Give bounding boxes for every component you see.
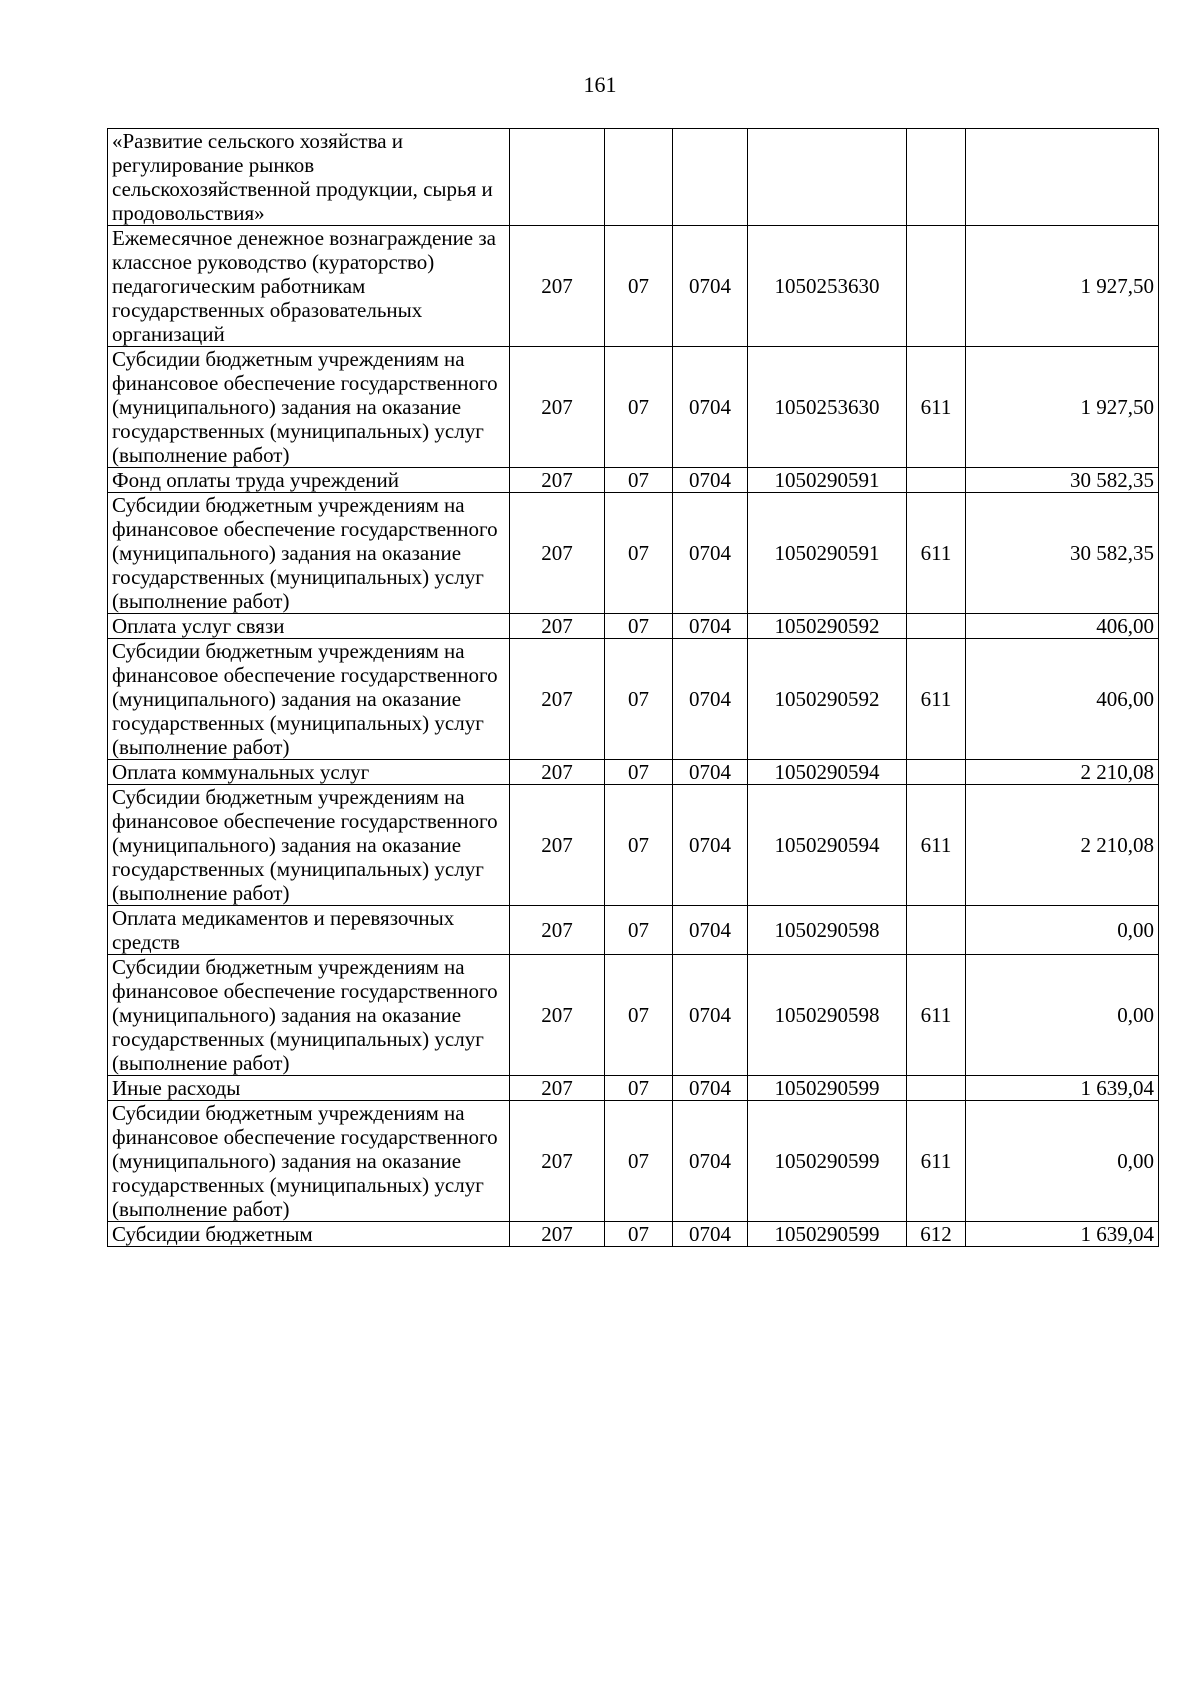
cell-name: Субсидии бюджетным учреждениям на финансовое обеспечение государственного (муниципального) задания на оказание государственных (муниципальных) услуг (выполнение работ)	[108, 347, 510, 468]
cell-target-article: 1050290592	[748, 639, 907, 760]
cell-target-article: 1050290594	[748, 785, 907, 906]
cell-expense-type: 611	[907, 493, 966, 614]
cell-subsection-code: 0704	[673, 226, 748, 347]
cell-name: Ежемесячное денежное вознаграждение за классное руководство (кураторство) педагогическим работникам государственных образовательных организаций	[108, 226, 510, 347]
cell-subsection-code	[673, 129, 748, 226]
cell-subsection-code: 0704	[673, 785, 748, 906]
cell-expense-type	[907, 760, 966, 785]
cell-ministry-code: 207	[510, 468, 605, 493]
cell-ministry-code: 207	[510, 785, 605, 906]
cell-section-code: 07	[605, 614, 673, 639]
cell-section-code: 07	[605, 760, 673, 785]
cell-subsection-code: 0704	[673, 1076, 748, 1101]
cell-name: Оплата медикаментов и перевязочных средств	[108, 906, 510, 955]
table-row	[108, 785, 1159, 906]
cell-section-code: 07	[605, 1222, 673, 1247]
cell-target-article: 1050253630	[748, 347, 907, 468]
cell-name: Субсидии бюджетным учреждениям на финансовое обеспечение государственного (муниципального) задания на оказание государственных (муниципальных) услуг (выполнение работ)	[108, 1101, 510, 1222]
cell-amount: 30 582,35	[966, 493, 1159, 614]
cell-section-code: 07	[605, 1101, 673, 1222]
cell-expense-type	[907, 226, 966, 347]
table-row	[108, 906, 1159, 955]
cell-ministry-code: 207	[510, 760, 605, 785]
cell-ministry-code: 207	[510, 1101, 605, 1222]
cell-subsection-code: 0704	[673, 639, 748, 760]
cell-name: Фонд оплаты труда учреждений	[108, 468, 510, 493]
cell-amount: 2 210,08	[966, 760, 1159, 785]
cell-target-article: 1050290594	[748, 760, 907, 785]
cell-target-article: 1050290598	[748, 955, 907, 1076]
cell-subsection-code: 0704	[673, 347, 748, 468]
cell-subsection-code: 0704	[673, 955, 748, 1076]
cell-subsection-code: 0704	[673, 1101, 748, 1222]
cell-amount: 406,00	[966, 614, 1159, 639]
cell-section-code	[605, 129, 673, 226]
budget-table	[107, 128, 1159, 1247]
cell-subsection-code: 0704	[673, 493, 748, 614]
cell-name: Оплата коммунальных услуг	[108, 760, 510, 785]
cell-expense-type: 611	[907, 347, 966, 468]
table-row	[108, 493, 1159, 614]
cell-amount: 0,00	[966, 1101, 1159, 1222]
cell-subsection-code: 0704	[673, 1222, 748, 1247]
cell-target-article: 1050290598	[748, 906, 907, 955]
cell-target-article	[748, 129, 907, 226]
cell-section-code: 07	[605, 226, 673, 347]
page-number: 161	[583, 72, 617, 97]
cell-amount: 0,00	[966, 955, 1159, 1076]
cell-section-code: 07	[605, 639, 673, 760]
cell-expense-type	[907, 614, 966, 639]
cell-name: Субсидии бюджетным учреждениям на финансовое обеспечение государственного (муниципального) задания на оказание государственных (муниципальных) услуг (выполнение работ)	[108, 785, 510, 906]
table-row	[108, 1076, 1159, 1101]
cell-name: Оплата услуг связи	[108, 614, 510, 639]
cell-ministry-code: 207	[510, 493, 605, 614]
cell-section-code: 07	[605, 906, 673, 955]
cell-amount: 1 639,04	[966, 1076, 1159, 1101]
cell-subsection-code: 0704	[673, 614, 748, 639]
table-row	[108, 955, 1159, 1076]
cell-amount: 1 927,50	[966, 226, 1159, 347]
cell-target-article: 1050290591	[748, 468, 907, 493]
table-row	[108, 1222, 1159, 1247]
cell-target-article: 1050290599	[748, 1222, 907, 1247]
cell-subsection-code: 0704	[673, 906, 748, 955]
cell-name: Субсидии бюджетным учреждениям на финансовое обеспечение государственного (муниципального) задания на оказание государственных (муниципальных) услуг (выполнение работ)	[108, 639, 510, 760]
cell-expense-type: 611	[907, 955, 966, 1076]
cell-amount: 1 927,50	[966, 347, 1159, 468]
cell-target-article: 1050290599	[748, 1076, 907, 1101]
cell-section-code: 07	[605, 347, 673, 468]
cell-amount: 0,00	[966, 906, 1159, 955]
cell-target-article: 1050253630	[748, 226, 907, 347]
table-body	[108, 129, 1159, 1247]
cell-amount: 30 582,35	[966, 468, 1159, 493]
cell-expense-type	[907, 468, 966, 493]
cell-expense-type	[907, 1076, 966, 1101]
cell-section-code: 07	[605, 955, 673, 1076]
table-row	[108, 468, 1159, 493]
cell-section-code: 07	[605, 1076, 673, 1101]
cell-ministry-code: 207	[510, 1076, 605, 1101]
cell-section-code: 07	[605, 785, 673, 906]
cell-amount: 2 210,08	[966, 785, 1159, 906]
cell-expense-type: 612	[907, 1222, 966, 1247]
table-row	[108, 1101, 1159, 1222]
table-row	[108, 614, 1159, 639]
cell-expense-type	[907, 129, 966, 226]
cell-ministry-code: 207	[510, 347, 605, 468]
cell-target-article: 1050290591	[748, 493, 907, 614]
cell-name: Иные расходы	[108, 1076, 510, 1101]
cell-name: Субсидии бюджетным учреждениям на финансовое обеспечение государственного (муниципального) задания на оказание государственных (муниципальных) услуг (выполнение работ)	[108, 955, 510, 1076]
cell-target-article: 1050290599	[748, 1101, 907, 1222]
cell-expense-type: 611	[907, 1101, 966, 1222]
cell-ministry-code: 207	[510, 1222, 605, 1247]
table-row	[108, 639, 1159, 760]
cell-amount: 406,00	[966, 639, 1159, 760]
cell-ministry-code	[510, 129, 605, 226]
cell-ministry-code: 207	[510, 906, 605, 955]
cell-subsection-code: 0704	[673, 468, 748, 493]
cell-ministry-code: 207	[510, 639, 605, 760]
table-row	[108, 760, 1159, 785]
cell-target-article: 1050290592	[748, 614, 907, 639]
cell-expense-type: 611	[907, 785, 966, 906]
cell-amount	[966, 129, 1159, 226]
cell-section-code: 07	[605, 468, 673, 493]
cell-section-code: 07	[605, 493, 673, 614]
cell-name: Субсидии бюджетным учреждениям на финансовое обеспечение государственного (муниципального) задания на оказание государственных (муниципальных) услуг (выполнение работ)	[108, 493, 510, 614]
cell-ministry-code: 207	[510, 226, 605, 347]
table-row	[108, 129, 1159, 226]
table-row	[108, 226, 1159, 347]
cell-expense-type: 611	[907, 639, 966, 760]
cell-ministry-code: 207	[510, 955, 605, 1076]
cell-name: Субсидии бюджетным	[108, 1222, 510, 1247]
cell-ministry-code: 207	[510, 614, 605, 639]
cell-expense-type	[907, 906, 966, 955]
cell-name: «Развитие сельского хозяйства и регулирование рынков сельскохозяйственной продукции, сырья и продовольствия»	[108, 129, 510, 226]
table-row	[108, 347, 1159, 468]
cell-amount: 1 639,04	[966, 1222, 1159, 1247]
cell-subsection-code: 0704	[673, 760, 748, 785]
